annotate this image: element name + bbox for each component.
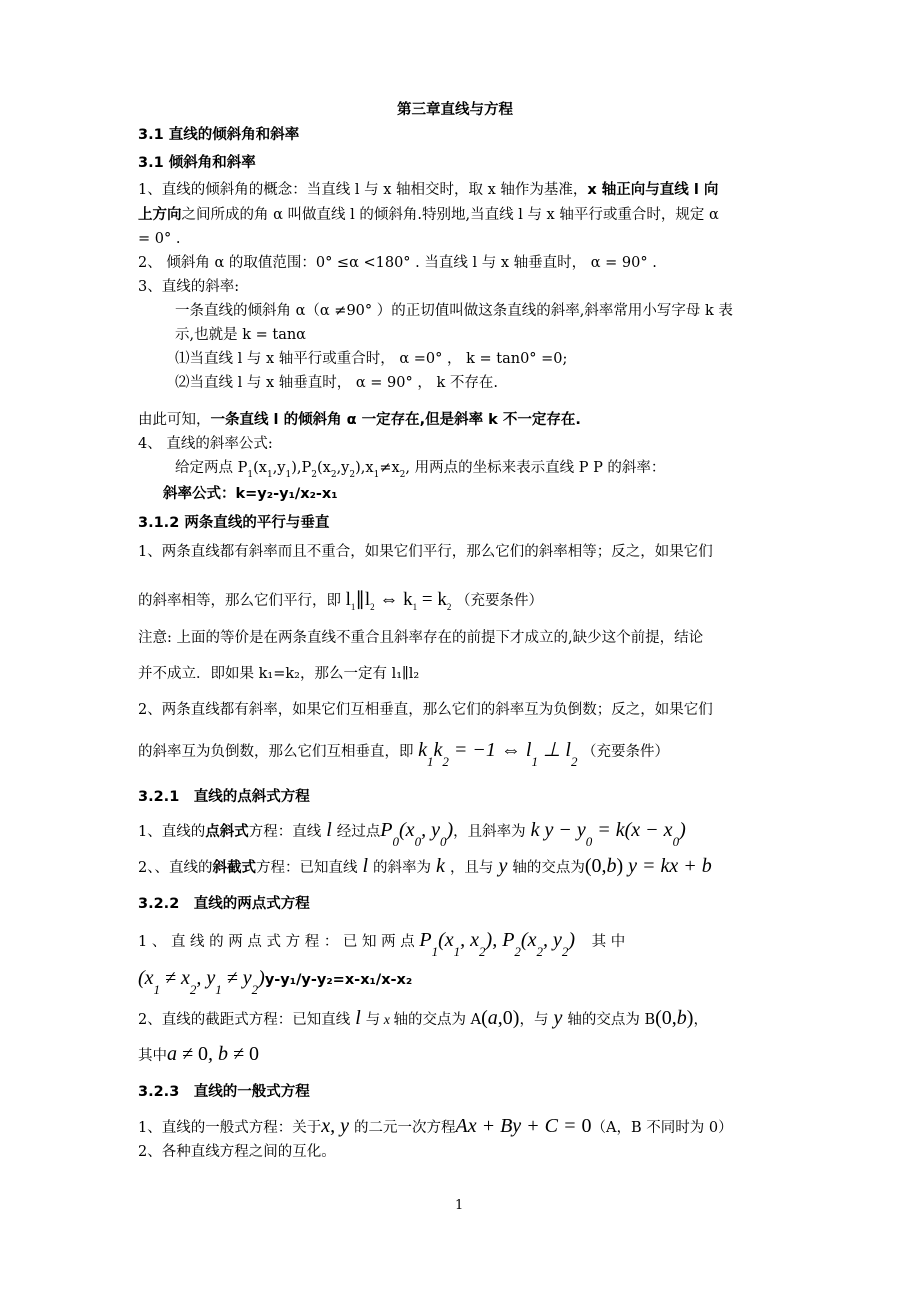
slope-intercept-lead: 2、、直线的	[138, 860, 213, 876]
conclusion-emph: 一条直线 l 的倾斜角 α 一定存在,但是斜率 k 不一定存在.	[210, 412, 581, 428]
para-1-emph-2: 上方向	[138, 207, 182, 223]
para-4-heading: 4、 直线的斜率公式:	[138, 436, 273, 452]
point-slope-emph: 点斜式	[205, 824, 249, 840]
general-form-lead: 1、直线的一般式方程：关于	[138, 1120, 322, 1136]
point-slope-formula: k $y - y_0 = k(x - x_0)$	[525, 819, 686, 849]
conclusion-lead: 由此可知，	[138, 412, 211, 428]
para-1-text-2: 之间所成的角 α 叫做直线 l 的倾斜角.特别地,当直线 l 与 x 轴平行或重合时，规定 α	[181, 207, 719, 223]
line-l-symbol-3: l	[350, 1007, 366, 1029]
section-3-1-heading: 3.1 直线的倾斜角和斜率	[138, 127, 300, 143]
para-1-line-1	[138, 180, 718, 200]
parallel-line-2	[138, 590, 543, 617]
perpendicular-formula: $k_1k_2 = -1$ ⇔ $l_1$ ⊥ $l_2$	[418, 739, 578, 769]
parallel-condition: （充要条件）	[456, 593, 543, 609]
intercept-comma: ，	[693, 1012, 708, 1028]
y-axis-symbol: y	[493, 855, 513, 877]
para-3-line-2: 示,也就是 k = tanα	[175, 327, 306, 343]
conversion-line: 2、各种直线方程之间的互化。	[138, 1144, 336, 1160]
intercept-text-4: 轴的交点为 B	[567, 1012, 656, 1028]
slope-intercept-text-2: 的斜率为	[373, 860, 432, 876]
slope-intercept-text: 方程：已知直线	[255, 860, 358, 876]
para-3-heading: 3、直线的斜率:	[138, 279, 240, 295]
point-slope-text-3: ，且斜率为	[453, 824, 526, 840]
k-symbol: k	[431, 855, 450, 877]
y-axis-symbol-2: y	[548, 1007, 568, 1029]
note-line-1: 注意: 上面的等价是在两条直线不重合且斜率存在的前提下才成立的,缺少这个前提，结论	[138, 630, 704, 646]
point-p0-formula: $P_0(x_0$, $y_0$)	[380, 819, 454, 849]
perpendicular-text: 的斜率互为负倒数，那么它们互相垂直，即	[138, 744, 414, 760]
two-point-where: 其 中	[591, 934, 626, 950]
section-3-2-3-heading: 3.2.3 直线的一般式方程	[138, 1084, 310, 1100]
slope-intercept-emph: 斜截式	[212, 860, 256, 876]
general-form-condition: （A，B 不同时为 0）	[591, 1120, 733, 1136]
point-a-formula: (a,0)	[481, 1007, 520, 1029]
intercept-text: 与	[365, 1012, 381, 1028]
para-1-emph: x 轴正向与直线 l 向	[587, 182, 719, 198]
section-3-1-2-heading: 3.1.2 两条直线的平行与垂直	[138, 515, 330, 531]
page-title: 第三章直线与方程	[397, 102, 513, 118]
point-b-formula: (0,b)	[655, 1007, 694, 1029]
parallel-line-1: 1、两条直线都有斜率而且不重合，如果它们平行，那么它们的斜率相等；反之，如果它们	[138, 544, 713, 560]
points-formula: $P_1(x_1,y_1),P_2(x_2,y_2),x_1\ne x_2$,	[237, 460, 410, 480]
two-point-condition: ($x_1 \ne x_2$, $y_1 \ne y_2$)	[138, 967, 265, 997]
slope-intercept-line	[138, 856, 712, 878]
slope-formula: 斜率公式：k=y₂-y₁/x₂-x₁	[163, 486, 338, 502]
points-tail: 用两点的坐标来表示直线 P P 的斜率：	[414, 460, 666, 476]
para-2: 2、 倾斜角 α 的取值范围：0° ≤α <180° . 当直线 l 与 x 轴垂直时， α = 90° .	[138, 255, 657, 271]
note-line-2: 并不成立．即如果 k₁=k₂，那么一定有 l₁∥l₂	[138, 666, 420, 682]
two-point-line-1	[138, 930, 625, 962]
two-point-lead: 1 、 直 线 的 两 点 式 方 程 ： 已 知 两 点	[138, 934, 415, 950]
intercept-line-2	[138, 1044, 259, 1066]
xy-symbols: x, y	[321, 1115, 354, 1137]
para-3-case-2: ⑵当直线 l 与 x 轴垂直时， α = 90° ， k 不存在.	[175, 375, 498, 391]
intercept-line-1	[138, 1008, 708, 1031]
point-slope-text-2: 经过点	[336, 824, 381, 840]
conclusion-line	[138, 410, 581, 430]
intercept-condition: a ≠ 0, b ≠ 0	[167, 1043, 259, 1065]
para-3-case-1: ⑴当直线 l 与 x 轴平行或重合时， α =0° ， k = tan0° =0;	[175, 351, 568, 367]
two-point-line-2	[138, 968, 412, 1000]
intercept-where: 其中	[138, 1048, 167, 1064]
para-1-line-2	[138, 205, 719, 225]
para-4-points	[175, 458, 665, 485]
perpendicular-condition: （充要条件）	[582, 744, 670, 760]
point-slope-text: 方程：直线	[248, 824, 322, 840]
general-form-formula: Ax + By + C = 0	[455, 1115, 592, 1137]
general-form-text: 的二元一次方程	[354, 1120, 456, 1136]
point-slope-line	[138, 820, 686, 852]
slope-intercept-text-3: ，且与	[449, 860, 494, 876]
intercept-text-2: 轴的交点为 A	[393, 1012, 482, 1028]
perpendicular-line-2	[138, 740, 669, 772]
section-3-2-1-heading: 3.2.1 直线的点斜式方程	[138, 789, 310, 805]
general-form-line	[138, 1116, 733, 1138]
slope-intercept-text-4: 轴的交点为	[512, 860, 585, 876]
line-l-symbol: l	[321, 819, 337, 841]
perpendicular-line-1: 2、两条直线都有斜率，如果它们互相垂直，那么它们的斜率互为负倒数；反之，如果它们	[138, 702, 713, 718]
point-slope-lead: 1、直线的	[138, 824, 206, 840]
two-point-equation: y-y₁/y-y₂=x-x₁/x-x₂	[264, 972, 413, 988]
section-3-2-2-heading: 3.2.2 直线的两点式方程	[138, 896, 310, 912]
para-3-line-1: 一条直线的倾斜角 α（α ≠90° ）的正切值叫做这条直线的斜率,斜率常用小写字母 k 表	[175, 303, 733, 319]
intercept-lead: 2、直线的截距式方程：已知直线	[138, 1012, 351, 1028]
para-1-text: 1、直线的倾斜角的概念：当直线 l 与 x 轴相交时，取 x 轴作为基准，	[138, 182, 588, 198]
points-lead: 给定两点	[175, 460, 233, 476]
parallel-text: 的斜率相等，那么它们平行，即	[138, 593, 341, 609]
parallel-formula: $l_1\parallel l_2$ ⇔ $k_1 = k_2$	[345, 589, 452, 612]
x-axis-symbol: x	[380, 1013, 394, 1028]
line-l-symbol-2: l	[357, 855, 374, 877]
intercept-text-3: ，与	[519, 1012, 549, 1028]
para-1-line-3: = 0° .	[138, 231, 181, 247]
subsection-3-1-heading: 3.1 倾斜角和斜率	[138, 155, 256, 171]
slope-intercept-formula: (0,b) y = kx + b	[584, 855, 712, 877]
page-number: 1	[455, 1198, 464, 1213]
two-point-formula: $P_1(x_1$, $x_2$), $P_2(x_2$, $y_2$)	[419, 929, 576, 959]
